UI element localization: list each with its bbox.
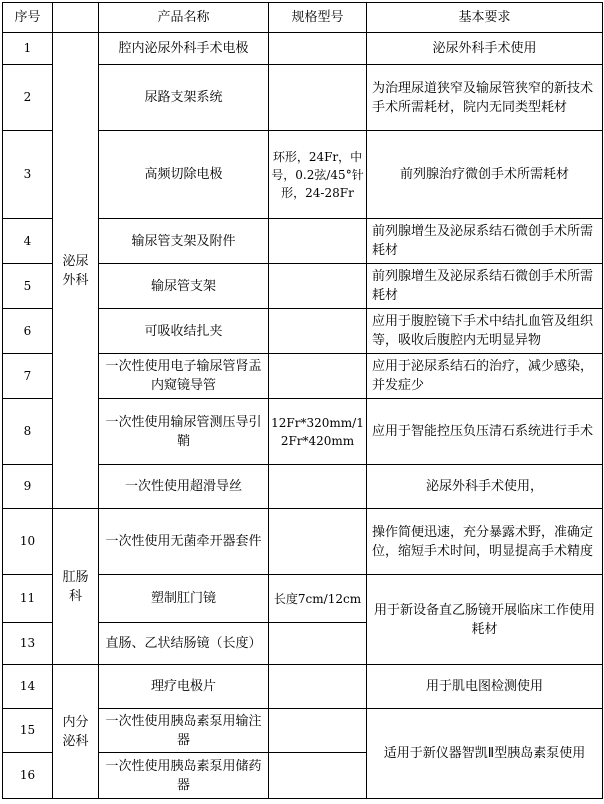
dept-endocrine: 内分 泌科 xyxy=(53,665,99,799)
header-row xyxy=(3,3,603,33)
row-spec xyxy=(269,465,367,509)
row-requirement: 操作简便迅速，充分暴露术野，准确定位，缩短手术时间，明显提高手术精度 xyxy=(367,509,603,575)
row-spec xyxy=(269,264,367,309)
row-requirement: 为治理尿道狭窄及输尿管狭窄的新技术手术所需耗材，院内无同类型耗材 xyxy=(367,65,603,131)
row-spec: 12Fr*320mm/12Fr*420mm xyxy=(269,399,367,465)
row-spec xyxy=(269,623,367,665)
row-spec xyxy=(269,709,367,753)
row-requirement: 应用于泌尿系结石的治疗，减少感染，并发症少 xyxy=(367,354,603,399)
row-no: 13 xyxy=(3,623,53,665)
row-name: 尿路支架系统 xyxy=(99,65,269,131)
row-name: 输尿管支架 xyxy=(99,264,269,309)
row-spec: 长度7cm/12cm xyxy=(269,575,367,623)
row-requirement: 用于新设备直乙肠镜开展临床工作使用耗材 xyxy=(367,575,603,665)
row-no: 6 xyxy=(3,309,53,354)
row-requirement: 应用于智能控压负压清石系统进行手术 xyxy=(367,399,603,465)
row-no: 8 xyxy=(3,399,53,465)
row-spec xyxy=(269,509,367,575)
row-requirement: 适用于新仪器智凯Ⅱ型胰岛素泵使用 xyxy=(367,709,603,799)
row-no: 16 xyxy=(3,753,53,799)
header-spec: 规格型号 xyxy=(269,3,367,33)
row-spec xyxy=(269,219,367,264)
row-name: 塑制肛门镜 xyxy=(99,575,269,623)
row-requirement: 泌尿外科手术使用 xyxy=(367,33,603,65)
row-spec xyxy=(269,33,367,65)
header-requirement: 基本要求 xyxy=(367,3,603,33)
row-no: 1 xyxy=(3,33,53,65)
row-requirement: 前列腺增生及泌尿系结石微创手术所需耗材 xyxy=(367,264,603,309)
row-no: 7 xyxy=(3,354,53,399)
row-no: 3 xyxy=(3,131,53,219)
table-row xyxy=(3,509,603,575)
row-name: 理疗电极片 xyxy=(99,665,269,709)
row-name: 一次性使用无菌牵开器套件 xyxy=(99,509,269,575)
row-name: 一次性使用胰岛素泵用输注器 xyxy=(99,709,269,753)
row-no: 4 xyxy=(3,219,53,264)
row-name: 一次性使用电子输尿管肾盂内窥镜导管 xyxy=(99,354,269,399)
header-no: 序号 xyxy=(3,3,53,33)
row-requirement: 泌尿外科手术使用， xyxy=(367,465,603,509)
consumables-table xyxy=(2,2,603,799)
row-requirement: 前列腺治疗微创手术所需耗材 xyxy=(367,131,603,219)
row-no: 14 xyxy=(3,665,53,709)
table-row xyxy=(3,665,603,709)
row-spec xyxy=(269,354,367,399)
row-spec xyxy=(269,65,367,131)
row-no: 5 xyxy=(3,264,53,309)
row-requirement: 前列腺增生及泌尿系结石微创手术所需耗材 xyxy=(367,219,603,264)
row-name: 一次性使用胰岛素泵用储药器 xyxy=(99,753,269,799)
row-spec xyxy=(269,665,367,709)
dept-urology: 泌尿 外科 xyxy=(53,33,99,509)
row-no: 15 xyxy=(3,709,53,753)
table-row xyxy=(3,33,603,65)
row-name: 一次性使用超滑导丝 xyxy=(99,465,269,509)
row-no: 9 xyxy=(3,465,53,509)
row-spec: 环形，24Fr，中号，0.2弦/45°针形，24-28Fr xyxy=(269,131,367,219)
header-name: 产品名称 xyxy=(99,3,269,33)
dept-anorectal: 肛肠 科 xyxy=(53,509,99,665)
row-no: 2 xyxy=(3,65,53,131)
row-name: 一次性使用输尿管测压导引鞘 xyxy=(99,399,269,465)
row-requirement: 用于肌电图检测使用 xyxy=(367,665,603,709)
row-name: 可吸收结扎夹 xyxy=(99,309,269,354)
row-spec xyxy=(269,309,367,354)
row-no: 10 xyxy=(3,509,53,575)
row-requirement: 应用于腹腔镜下手术中结扎血管及组织等，吸收后腹腔内无明显异物 xyxy=(367,309,603,354)
row-name: 直肠、乙状结肠镜（长度） xyxy=(99,623,269,665)
row-spec xyxy=(269,753,367,799)
row-name: 腔内泌尿外科手术电极 xyxy=(99,33,269,65)
row-name: 高频切除电极 xyxy=(99,131,269,219)
row-no: 11 xyxy=(3,575,53,623)
row-name: 输尿管支架及附件 xyxy=(99,219,269,264)
header-category xyxy=(53,3,99,33)
